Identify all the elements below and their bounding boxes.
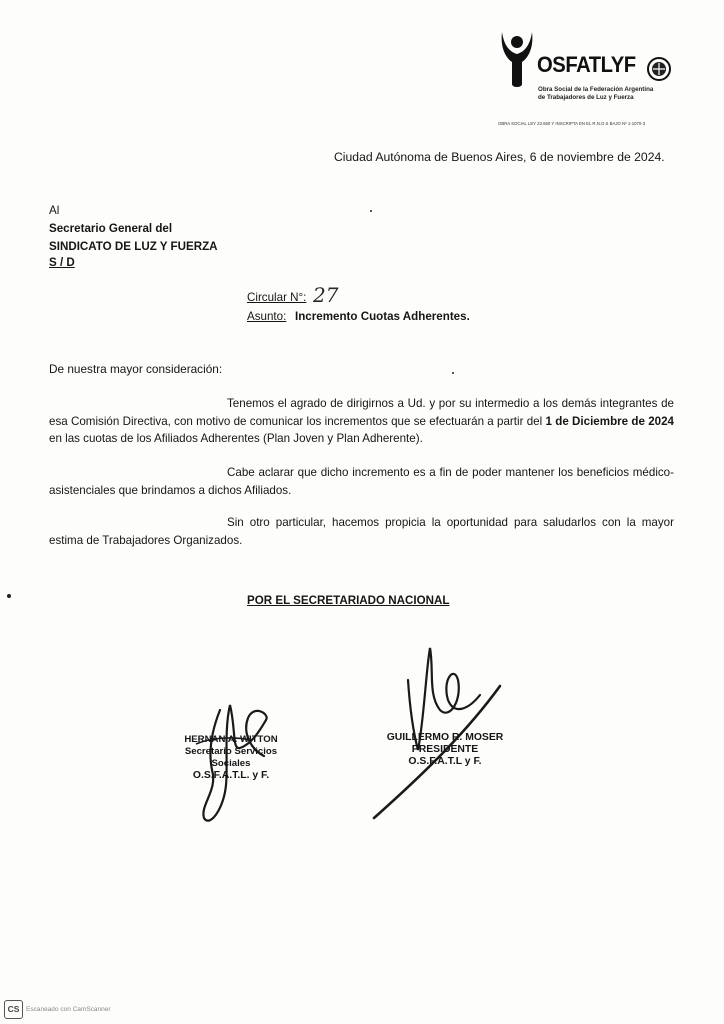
scan-speck [7, 594, 11, 598]
left-signatory-name: HERNAN A. WITTON [184, 734, 278, 745]
recipient-line-1: Al [49, 204, 60, 217]
closing-line: POR EL SECRETARIADO NACIONAL [247, 594, 450, 607]
brand-name: OSFATLYF [537, 52, 636, 77]
circular-number: 27 [313, 283, 339, 307]
paragraph-3-text: Sin otro particular, hacemos propicia la oportunidad para saludarlos con la mayor estima de Trabajadores Organizados. [49, 516, 674, 547]
paragraph-1-text-b: en las cuotas de los Afiliados Adherentes (Plan Joven y Plan Adherente). [49, 432, 423, 445]
paragraph-2 [49, 464, 674, 499]
brand-subtitle-2: de Trabajadores de Luz y Fuerza [538, 94, 634, 101]
recipient-line-4: S / D [49, 256, 75, 269]
circular-label: Circular N°: [247, 291, 307, 304]
paragraph-1-bold-date: 1 de Diciembre de 2024 [545, 414, 674, 428]
paragraph-2-text: Cabe aclarar que dicho incremento es a fin de poder mantener los beneficios médico-asistenciales que brindamos a dichos Afiliados. [49, 466, 674, 497]
letter-date: Ciudad Autónoma de Buenos Aires, 6 de noviembre de 2024. [334, 150, 665, 164]
scan-speck [370, 210, 372, 212]
recipient-line-3: SINDICATO DE LUZ Y FUERZA [49, 240, 218, 253]
paragraph-3 [49, 514, 674, 549]
brand-subtitle-1: Obra Social de la Federación Argentina [538, 86, 654, 93]
right-signatory [380, 732, 510, 768]
salutation: De nuestra mayor consideración: [49, 362, 223, 376]
left-signatory [165, 734, 297, 782]
camscanner-badge-icon: CS [4, 1000, 23, 1019]
camscanner-text: Escaneado con CamScanner [26, 1006, 111, 1013]
scan-speck [452, 372, 454, 374]
left-signatory-org: O.S.F.A.T.L. y F. [192, 770, 270, 781]
right-signatory-org: O.S.F.A.T.L y F. [408, 756, 482, 767]
asunto-label: Asunto: [247, 310, 287, 323]
right-signatory-title: PRESIDENTE [411, 744, 479, 755]
legal-registration: OBRA SOCIAL LEY 23.660 Y INSCRIPTA EN EL R.N.O.S BAJO Nº 1-1070-3 [498, 121, 646, 126]
left-signatory-title: Secretario Servicios Sociales [184, 746, 278, 769]
recipient-line-2: Secretario General del [49, 222, 173, 235]
asunto-value: Incremento Cuotas Adherentes. [295, 310, 470, 323]
paragraph-1-text-a: Tenemos el agrado de dirigirnos a Ud. y por su intermedio a los demás integrantes de esa Comisión Directiva, con motivo de comunicar los incrementos que se efectuarán a partir del [49, 397, 674, 428]
right-signatory-name: GUILLERMO R. MOSER [386, 732, 504, 743]
paragraph-1 [49, 395, 674, 448]
